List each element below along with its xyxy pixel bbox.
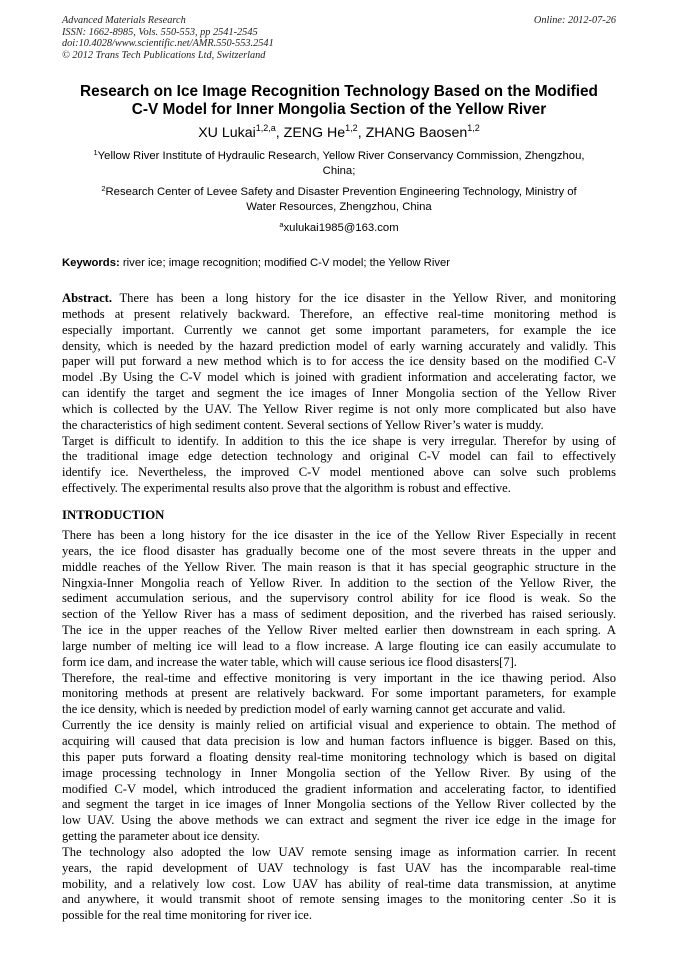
- keywords-label: Keywords:: [62, 257, 120, 269]
- intro-line: years, the ice flood disaster has gradually become one of the most severe threats in the upper and: [62, 543, 616, 558]
- author-2: , ZENG He: [275, 125, 346, 141]
- email-address: xulukai1985@163.com: [283, 222, 399, 234]
- intro-line: section of the Yellow River has a mass of sediment deposition, and the riverbed has raised seriously.: [62, 607, 616, 622]
- journal-doi: doi:10.4028/www.scientific.net/AMR.550-553.2541: [62, 38, 274, 50]
- intro-line: Ningxia-Inner Mongolia reach of Yellow River. In addition to the section of the Yellow River, the: [62, 575, 616, 590]
- author-3-affil: 1,2: [467, 123, 480, 133]
- intro-line: Currently the ice density is mainly relied on artificial visual and experience to obtain. The method of: [62, 718, 616, 733]
- journal-copyright: © 2012 Trans Tech Publications Ltd, Switzerland: [62, 49, 266, 61]
- abstract-line: the characteristics of high sediment content. Several sections of Yellow River’s water is muddy.: [62, 417, 544, 432]
- intro-line: middle reaches of the Yellow River. The main reason is that it has special geographic structure in the: [62, 559, 616, 574]
- journal-name: Advanced Materials Research: [62, 15, 186, 26]
- affiliation-2-line-1: [60, 185, 618, 200]
- author-1: XU Lukai: [198, 125, 256, 141]
- abstract-first-line: There has been a long history for the ice disaster in the Yellow River, and monitoring: [112, 291, 616, 305]
- author-1-affil: 1,2,a: [255, 123, 276, 133]
- abstract-line: the traditional image edge detection technology and original C-V model can fail to effectively: [62, 449, 616, 464]
- abstract-line: paper will put forward a new method which is to for access the ice density based on the modified C-V: [62, 354, 616, 369]
- author-list: [0, 124, 678, 142]
- abstract-line: Target is difficult to identify. In addition to this the ice shape is very irregular. Therefor by using of: [62, 433, 616, 448]
- abstract-line: model .By Using the C-V model which is joined with gradient information and accelerating factor, we: [62, 370, 616, 385]
- intro-line: possible for the real time monitoring for river ice.: [62, 908, 313, 923]
- author-2-affil: 1,2: [345, 123, 358, 133]
- author-email: [60, 221, 618, 236]
- abstract-line: identify ice. Nevertheless, the improved C-V model mentioned above can solve such problems: [62, 465, 616, 480]
- intro-line: modified C-V model, which introduced the gradient information and accelerating factor, to identified: [62, 781, 616, 796]
- affiliation-1: [60, 149, 618, 178]
- affiliation-2-marker: 2: [101, 184, 106, 193]
- keywords-text: river ice; image recognition; modified C-V model; the Yellow River: [119, 257, 451, 269]
- email-marker: a: [279, 220, 284, 229]
- abstract-line: especially important. Currently we cannot get some important parameters, for example the ice: [62, 322, 616, 337]
- keywords: [62, 256, 616, 270]
- abstract-line: density, which is needed by the hazard prediction model of early warning accurately and validly. This: [62, 338, 616, 353]
- author-3: , ZHANG Baosen: [357, 125, 468, 141]
- paper-title: [55, 83, 623, 119]
- affiliation-1-line-1: [60, 149, 618, 164]
- introduction-body: [62, 528, 616, 924]
- intro-line: large number of melting ice will lead to a flow increase. A large flouting ice can easily accumulate to: [62, 638, 616, 653]
- affiliation-2-line-2: Water Resources, Zhengzhou, China: [246, 200, 432, 213]
- intro-line: and anywhere, it would transmit shoot of remote sensing images to the monitoring center .So it is: [62, 892, 616, 907]
- intro-line: Therefore, the real-time and effective monitoring is very important in the ice thawing period. Also: [62, 670, 616, 685]
- affiliation-1-text: Yellow River Institute of Hydraulic Research, Yellow River Conservancy Commission, Zhengzhou,: [97, 150, 585, 162]
- abstract-line: can identify the target and segment the ice images of Inner Mongolia section of the Yellow River: [62, 386, 616, 401]
- affiliation-2-text: Research Center of Levee Safety and Disaster Prevention Engineering Technology, Ministry of: [105, 186, 577, 198]
- intro-line: getting the parameter about ice density.: [62, 829, 260, 844]
- journal-info: [62, 15, 616, 61]
- title-line-2: C-V Model for Inner Mongolia Section of the Yellow River: [131, 101, 547, 118]
- title-line-1: Research on Ice Image Recognition Technology Based on the Modified: [80, 83, 598, 100]
- intro-line: this paper puts forward a floating density real-time monitoring technology which is based on digital: [62, 749, 616, 764]
- intro-line: low UAV. Using the above methods we can extract and segment the river ice edge in the image for: [62, 813, 616, 828]
- intro-line: the ice density, which is needed by prediction model of early warning cannot get accurate and valid.: [62, 702, 566, 717]
- journal-issn: ISSN: 1662-8985, Vols. 550-553, pp 2541-2545: [62, 26, 258, 38]
- intro-line: form ice dam, and increase the water table, which will cause serious ice flood disasters[7].: [62, 654, 517, 669]
- intro-line: mobility, and a relatively low cost. Low UAV has ability of real-time data transmission, at anytime: [62, 876, 616, 891]
- affiliation-2: [60, 185, 618, 214]
- abstract-line: effectively. The experimental results also prove that the algorithm is robust and effective.: [62, 481, 511, 496]
- intro-line: sediment accumulation serious, and the supervisory control ability for ice flood is weak. So the: [62, 591, 616, 606]
- section-heading-introduction: INTRODUCTION: [62, 508, 165, 522]
- online-date: Online: 2012-07-26: [533, 15, 616, 26]
- abstract-line: which is collected by the UAV. The Yellow River regime is not only more complicated but also have: [62, 401, 616, 416]
- abstract-label: Abstract.: [62, 291, 113, 305]
- intro-line: monitoring methods at present are relatively backward. For some important parameters, for example: [62, 686, 616, 701]
- intro-line: image processing technology in Inner Mongolia section of the Yellow River. By using of the: [62, 765, 616, 780]
- affiliation-1-line-2: China;: [322, 164, 356, 177]
- affiliation-1-marker: 1: [93, 148, 98, 157]
- intro-line: and segment the target in ice images of Inner Mongolia sections of the Yellow River collected by the: [62, 797, 616, 812]
- abstract: [62, 291, 616, 497]
- journal-header: [62, 15, 616, 61]
- intro-line: The ice in the upper reaches of the Yellow River melted earlier then downstream in each spring. A: [62, 623, 616, 638]
- intro-line: The technology also adopted the low UAV remote sensing image as information carrier. In recent: [62, 844, 616, 859]
- intro-line: years, the rapid development of UAV technology is fast UAV has the incomparable real-time: [62, 860, 616, 875]
- abstract-line: [62, 291, 616, 307]
- abstract-line: methods at present relatively backward. Therefore, an effective real-time monitoring method is: [62, 306, 616, 321]
- intro-line: There has been a long history for the ice disaster in the ice of the Yellow River Especially in recent: [62, 528, 616, 542]
- intro-line: acquiring will caused that data precision is low and human factors influence is bigger. Based on this,: [62, 733, 616, 748]
